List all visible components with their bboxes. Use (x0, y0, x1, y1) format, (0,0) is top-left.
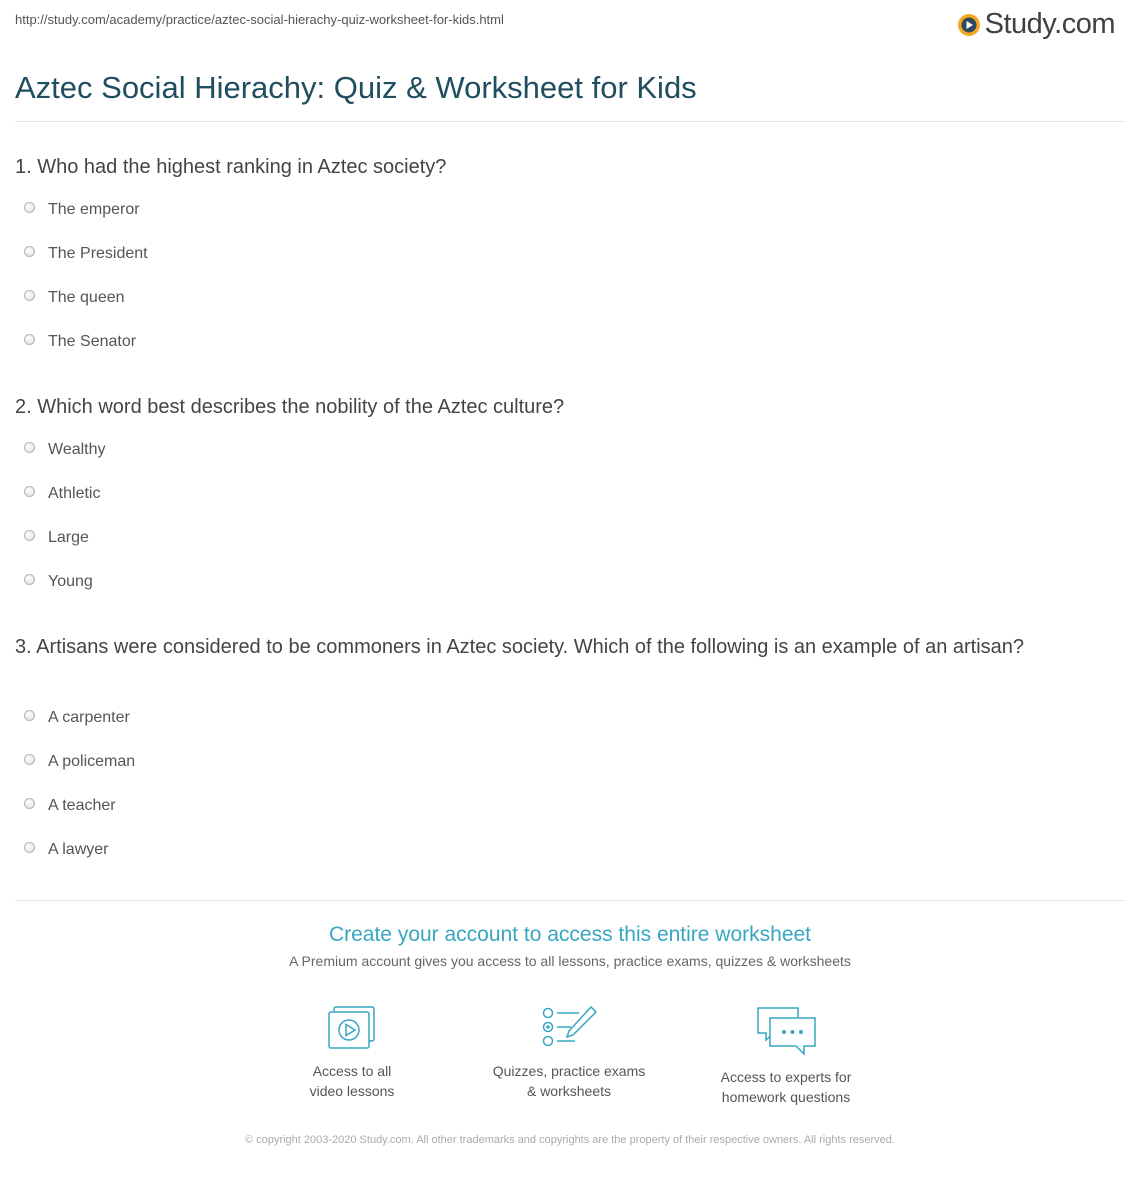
question-1-option-3[interactable] (24, 287, 125, 309)
radio-button[interactable] (24, 754, 35, 765)
radio-button[interactable] (24, 442, 35, 453)
title-divider (15, 121, 1125, 122)
question-2-option-2[interactable] (24, 483, 100, 505)
top-bar (0, 0, 1140, 50)
option-label: Young (48, 573, 93, 590)
question-3: 3. Artisans were considered to be commoners in Aztec society. Which of the following is an example of an artisan? (15, 636, 1025, 658)
study-logo[interactable] (957, 8, 1115, 41)
question-3-option-3[interactable] (24, 795, 116, 817)
question-3-option-2[interactable] (24, 751, 135, 773)
feature-video-lessons (252, 1005, 452, 1101)
option-label: A carpenter (48, 709, 130, 726)
logo-text: Study.com (984, 8, 1115, 40)
option-label: The emperor (48, 201, 140, 218)
page-title: Aztec Social Hierachy: Quiz & Worksheet for Kids (15, 70, 697, 105)
option-label: The President (48, 245, 148, 262)
option-label: A policeman (48, 753, 136, 770)
section-divider (15, 900, 1125, 901)
question-1-option-1[interactable] (24, 199, 140, 221)
radio-button[interactable] (24, 290, 35, 301)
create-account-link[interactable]: Create your account to access this entire worksheet (328, 923, 812, 946)
option-label: Athletic (48, 485, 101, 502)
radio-button[interactable] (24, 842, 35, 853)
radio-button[interactable] (24, 334, 35, 345)
premium-description: A Premium account gives you access to all lessons, practice exams, quizzes & worksheets (289, 953, 851, 969)
radio-button[interactable] (24, 202, 35, 213)
question-1-option-2[interactable] (24, 243, 148, 265)
quiz-checklist-icon (541, 1005, 597, 1051)
question-2-option-1[interactable] (24, 439, 106, 461)
question-1-option-4[interactable] (24, 331, 136, 353)
feature-quizzes (469, 1005, 669, 1101)
radio-button[interactable] (24, 574, 35, 585)
chat-experts-icon (754, 1005, 818, 1057)
copyright-notice: © copyright 2003-2020 Study.com. All other trademarks and copyrights are the property of their respective owners. All rights reserved. (245, 1134, 895, 1146)
question-1: 1. Who had the highest ranking in Aztec society? (15, 156, 447, 178)
radio-button[interactable] (24, 530, 35, 541)
page-url: http://study.com/academy/practice/aztec-social-hierachy-quiz-worksheet-for-kids.html (15, 12, 504, 27)
option-label: The Senator (48, 333, 137, 350)
option-label: Large (48, 529, 89, 546)
question-3-option-4[interactable] (24, 839, 108, 861)
question-2-option-3[interactable] (24, 527, 89, 549)
option-label: The queen (48, 289, 125, 306)
feature-experts (686, 1005, 886, 1107)
radio-button[interactable] (24, 710, 35, 721)
question-2: 2. Which word best describes the nobility of the Aztec culture? (15, 396, 565, 418)
option-label: A lawyer (48, 841, 109, 858)
radio-button[interactable] (24, 486, 35, 497)
question-3-option-1[interactable] (24, 707, 130, 729)
question-2-option-4[interactable] (24, 571, 93, 593)
radio-button[interactable] (24, 798, 35, 809)
option-label: A teacher (48, 797, 116, 814)
play-logo-icon (957, 13, 981, 37)
feature-label: Access to all video lessons (309, 1063, 395, 1099)
feature-label: Quizzes, practice exams & worksheets (492, 1063, 646, 1099)
video-lessons-icon (326, 1005, 378, 1051)
feature-label: Access to experts for homework questions (720, 1069, 852, 1105)
option-label: Wealthy (48, 441, 106, 458)
radio-button[interactable] (24, 246, 35, 257)
